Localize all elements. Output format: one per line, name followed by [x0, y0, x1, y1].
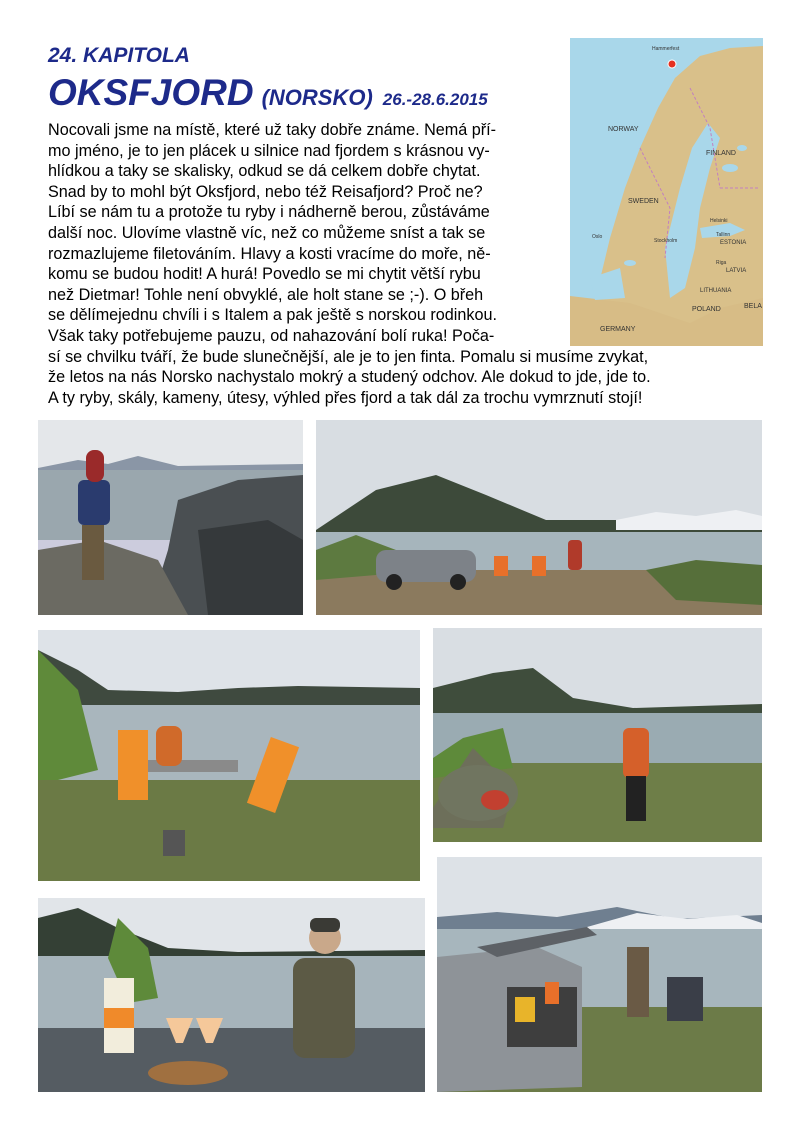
paragraph-line: Však taky potřebujeme pauzu, od nahazování bolí ruka! Poča-	[48, 326, 495, 345]
title-country: (NORSKO)	[261, 85, 373, 110]
map-label-stockholm: Stockholm	[654, 238, 678, 244]
photo-car-trunk-open	[437, 857, 762, 1092]
paragraph-line: Nocovali jsme na místě, které už taky dobře známe. Nemá pří-	[48, 121, 497, 139]
paragraph-line: hlídkou a taky se skalisky, odkud se dá celkem dobře chytat.	[48, 162, 481, 181]
map-label-oslo: Oslo	[592, 234, 603, 240]
map-label-helsinki: Helsinki	[710, 218, 728, 224]
paragraph-line: že letos na nás Norsko nachystalo mokrý a studený odchov. Ale dokud to jde, jde to.	[48, 368, 651, 387]
map-label-bela: BELA	[744, 303, 762, 310]
map-label-norway: NORWAY	[608, 126, 639, 133]
photo-man-with-drinks	[38, 898, 425, 1092]
title-date: 26.-28.6.2015	[382, 90, 488, 109]
map-label-sweden: SWEDEN	[628, 198, 659, 205]
title-place: OKSFJORD	[48, 72, 254, 113]
map-label-estonia: ESTONIA	[720, 240, 747, 246]
map-label-finland: FINLAND	[706, 150, 736, 157]
photo-car-and-chairs-by-fjord	[316, 420, 762, 615]
paragraph-line: sí se chvilku tváří, že bude slunečnější, ale je to jen finta. Pomalu si musíme zvykat,	[48, 347, 649, 366]
paragraph-line: než Dietmar! Tohle není obvyklé, ale holt stane se ;-). O břeh	[48, 285, 484, 304]
paragraph-line: další noc. Ulovíme vlastně víc, než co můžeme sníst a tak se	[48, 223, 486, 242]
paragraph-line: A ty ryby, skály, kameny, útesy, výhled přes fjord a tak dál za trochu vymrznutí stojí!	[48, 388, 643, 407]
map-label-poland: POLAND	[692, 306, 721, 313]
scandinavia-map	[570, 38, 763, 346]
map-graphic	[570, 38, 763, 346]
map-label-tallinn: Tallinn	[716, 232, 731, 238]
photo-fishing-on-rocks	[38, 420, 303, 615]
map-label-hammerfest: Hammerfest	[652, 46, 680, 52]
paragraph-line: Líbí se nám tu a protože tu ryby i nádherně berou, zůstáváme	[48, 203, 490, 222]
chapter-heading: 24. KAPITOLA	[48, 44, 190, 67]
paragraph-line: mo jméno, je to jen plácek u silnice nad fjordem s krásnou vy-	[48, 141, 490, 160]
map-label-riga: Riga	[716, 260, 727, 266]
map-label-latvia: LATVIA	[726, 268, 747, 274]
paragraph-line: rozmazlujeme filetováním. Hlavy a kosti vracíme do moře, ně-	[48, 244, 491, 263]
location-marker-icon	[668, 60, 676, 68]
photo-tent-by-fjord	[433, 628, 762, 842]
paragraph-line: komu se budou hodit! A hurá! Povedlo se mi chytit větší rybu	[48, 265, 481, 284]
paragraph-line: Snad by to mohl být Oksfjord, nebo též Reisafjord? Proč ne?	[48, 182, 483, 201]
map-label-lithuania: LITHUANIA	[700, 288, 732, 294]
page-title	[48, 72, 488, 114]
paragraph-line: se dělímejednu chvíli i s Italem a pak ještě s norskou rodinkou.	[48, 306, 497, 325]
map-label-germany: GERMANY	[600, 326, 636, 333]
photo-table-picnic	[38, 630, 420, 881]
